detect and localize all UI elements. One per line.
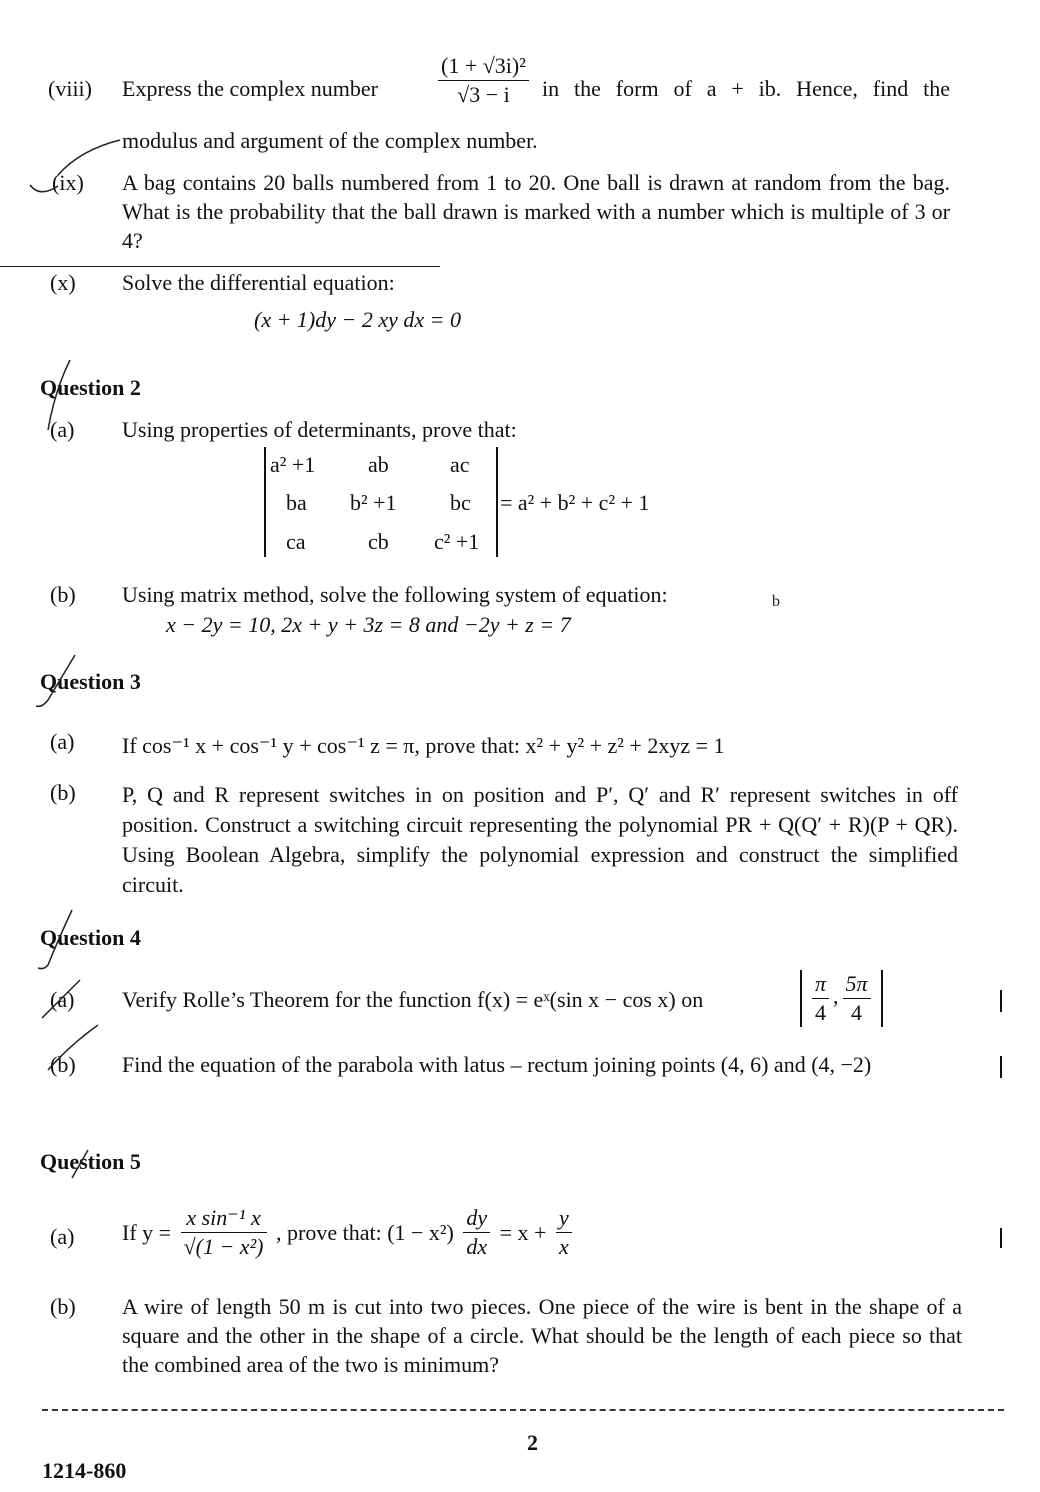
q5-a-pre: If y =: [122, 1220, 172, 1245]
pen-mark-letter: b: [772, 593, 780, 610]
det-cell: bc: [450, 490, 471, 515]
q1-viii-denominator: √3 − i: [457, 82, 510, 107]
q4-b-text: Find the equation of the parabola with latus – rectum joining points (4, 6) and (4, −2): [122, 1052, 872, 1077]
q2-a-label: (a): [50, 417, 75, 442]
q4-a-label: (a): [50, 987, 75, 1012]
interval-bracket: $\frac{\pi}{4}$ , $\frac{5\pi}{4}$: [800, 970, 883, 1027]
pen-stroke: [72, 1150, 88, 1178]
det-cell: a² +1: [270, 452, 316, 477]
paper-code: 1214-860: [42, 1458, 127, 1483]
det-cell: ab: [368, 452, 389, 477]
q1-viii-label: (viii): [48, 76, 92, 101]
q2-b-equation: x − 2y = 10, 2x + y + 3z = 8 and −2y + z = 7: [166, 612, 571, 637]
q5-a-dden: dx: [466, 1234, 488, 1259]
q1-viii-line2: modulus and argument of the complex number.: [122, 128, 538, 153]
det-cell: cb: [368, 529, 389, 554]
det-cell: b² +1: [350, 490, 397, 515]
q3-a-label: (a): [50, 729, 75, 754]
q2-b-label: (b): [50, 582, 76, 607]
q5-b-text: A wire of length 50 m is cut into two pieces. One piece of the wire is bent in the shape of a square and the other in the shape of a circle. What should be the length of each piece so that the combined area of the two is minimum?: [122, 1294, 962, 1377]
q4-b-label: (b): [50, 1052, 76, 1077]
q3-b-label: (b): [50, 780, 76, 805]
q3-heading: Question 3: [40, 669, 141, 694]
q5-a-yden: x: [558, 1234, 569, 1259]
interval-end-num: 5π: [843, 970, 871, 999]
q5-heading: Question 5: [40, 1149, 141, 1174]
interval-start-den: 4: [815, 1000, 827, 1025]
det-rhs: = a² + b² + c² + 1: [500, 490, 650, 515]
q3-a-text: If cos⁻¹ x + cos⁻¹ y + cos⁻¹ z = π, prove that: x² + y² + z² + 2xyz = 1: [122, 733, 725, 758]
q1-x-label: (x): [50, 270, 76, 295]
pen-stroke: [42, 980, 80, 1018]
q1-viii-numerator: (1 + √3i)²: [438, 52, 529, 81]
interval-start-num: π: [812, 970, 829, 999]
pen-stroke: [48, 360, 70, 430]
interval-end-den: 4: [851, 1000, 863, 1025]
pen-stroke: [38, 910, 72, 969]
q5-a-label: (a): [50, 1224, 75, 1249]
det-cell: c² +1: [434, 529, 480, 554]
page-number: 2: [527, 1430, 538, 1455]
q2-heading: Question 2: [40, 375, 141, 400]
pen-stroke: [48, 1025, 98, 1070]
q5-a-den: √(1 − x²): [183, 1234, 264, 1259]
q5-a-rhs: = x +: [499, 1220, 547, 1245]
q3-b-text: P, Q and R represent switches in on position and P′, Q′ and R′ represent switches in off position. Construct a switching circuit representing the polynomial PR + Q(Q′ + R)(P + QR). Using Boolean Algebra, simplify the polynomial expression and construct the simplified circuit.: [122, 782, 958, 897]
det-cell: ba: [286, 490, 307, 515]
det-cell: ca: [286, 529, 306, 554]
q5-b-label: (b): [50, 1294, 76, 1319]
det-cell: ac: [450, 452, 470, 477]
q4-a-text: Verify Rolle’s Theorem for the function f(x) = eˣ(sin x − cos x) on: [122, 987, 704, 1012]
pen-stroke: [30, 185, 58, 192]
q2-a-text: Using properties of determinants, prove that:: [122, 417, 517, 442]
q5-a-mid: , prove that: (1 − x²): [276, 1220, 454, 1245]
q5-a-num: x sin⁻¹ x: [181, 1204, 267, 1233]
q1-viii-pre: Express the complex number: [122, 76, 378, 101]
q1-ix-text: A bag contains 20 balls numbered from 1 to 20. One ball is drawn at random from the bag. What is the probability that the ball drawn is marked with a number which is multiple of 3 or 4?: [122, 170, 950, 253]
q5-a-dnum: dy: [463, 1204, 490, 1233]
q1-viii-post: in the form of a + ib. Hence, find the: [542, 76, 950, 101]
pen-stroke: [58, 140, 120, 175]
pen-stroke: [36, 655, 75, 706]
q2-b-text: Using matrix method, solve the following system of equation:: [122, 582, 668, 607]
q5-a-ynum: y: [556, 1204, 572, 1233]
q1-x-text: Solve the differential equation:: [122, 270, 395, 295]
q1-ix-label: (ix): [52, 170, 84, 195]
q4-heading: Question 4: [40, 925, 141, 950]
q1-x-equation: (x + 1)dy − 2 xy dx = 0: [254, 307, 462, 332]
